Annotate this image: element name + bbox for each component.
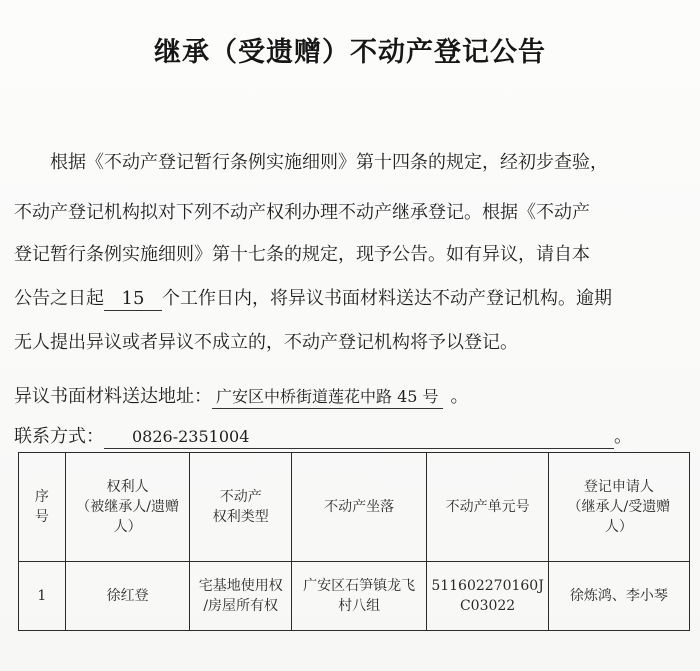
table-row bbox=[19, 562, 690, 631]
cell-location: 广安区石笋镇龙飞 村八组 bbox=[291, 562, 426, 631]
contact-line bbox=[14, 422, 632, 449]
working-days-value: 15 bbox=[104, 288, 162, 311]
address-end: 。 bbox=[450, 386, 469, 407]
notice-title: 继承（受遗赠）不动产登记公告 bbox=[154, 37, 546, 68]
registration-table bbox=[18, 452, 690, 631]
cell-applicant: 徐炼鸿、李小琴 bbox=[548, 562, 689, 631]
contact-value: 0826-2351004 bbox=[104, 426, 614, 449]
body-line-1: 根据《不动产登记暂行条例实施细则》第十四条的规定，经初步查验， bbox=[50, 152, 608, 173]
header-applicant: 登记申请人 （继承人/受遗赠 人） bbox=[548, 453, 689, 562]
cell-right-type: 宅基地使用权 /房屋所有权 bbox=[190, 562, 292, 631]
body-line-4 bbox=[14, 282, 690, 316]
contact-label: 联系方式： bbox=[14, 426, 104, 447]
body-line-2: 不动产登记机构拟对下列不动产权利办理不动产继承登记。根据《不动产 bbox=[14, 202, 590, 223]
body-line-4-suffix: 个工作日内，将异议书面材料送达不动产登记机构。逾期 bbox=[162, 288, 612, 309]
header-location: 不动产坐落 bbox=[291, 453, 426, 562]
body-line-5: 无人提出异议或者异议不成立的，不动产登记机构将予以登记。 bbox=[14, 332, 518, 353]
header-right-type: 不动产 权利类型 bbox=[190, 453, 292, 562]
contact-end: 。 bbox=[614, 426, 632, 447]
body-line-3: 登记暂行条例实施细则》第十七条的规定，现予公告。如有异议，请自本 bbox=[14, 244, 590, 265]
cell-unit-no: 511602270160J C03022 bbox=[427, 562, 549, 631]
header-holder: 权利人 （被继承人/遗赠 人） bbox=[65, 453, 190, 562]
header-seq: 序 号 bbox=[19, 453, 66, 562]
address-line bbox=[14, 382, 469, 409]
body-line-4-prefix: 公告之日起 bbox=[14, 288, 104, 309]
cell-holder: 徐红登 bbox=[65, 562, 190, 631]
cell-seq: 1 bbox=[19, 562, 66, 631]
address-value: 广安区中桥街道莲花中路 45 号 bbox=[212, 386, 443, 409]
header-unit-no: 不动产单元号 bbox=[427, 453, 549, 562]
table-header-row bbox=[19, 453, 690, 562]
address-label: 异议书面材料送达地址： bbox=[14, 386, 212, 407]
